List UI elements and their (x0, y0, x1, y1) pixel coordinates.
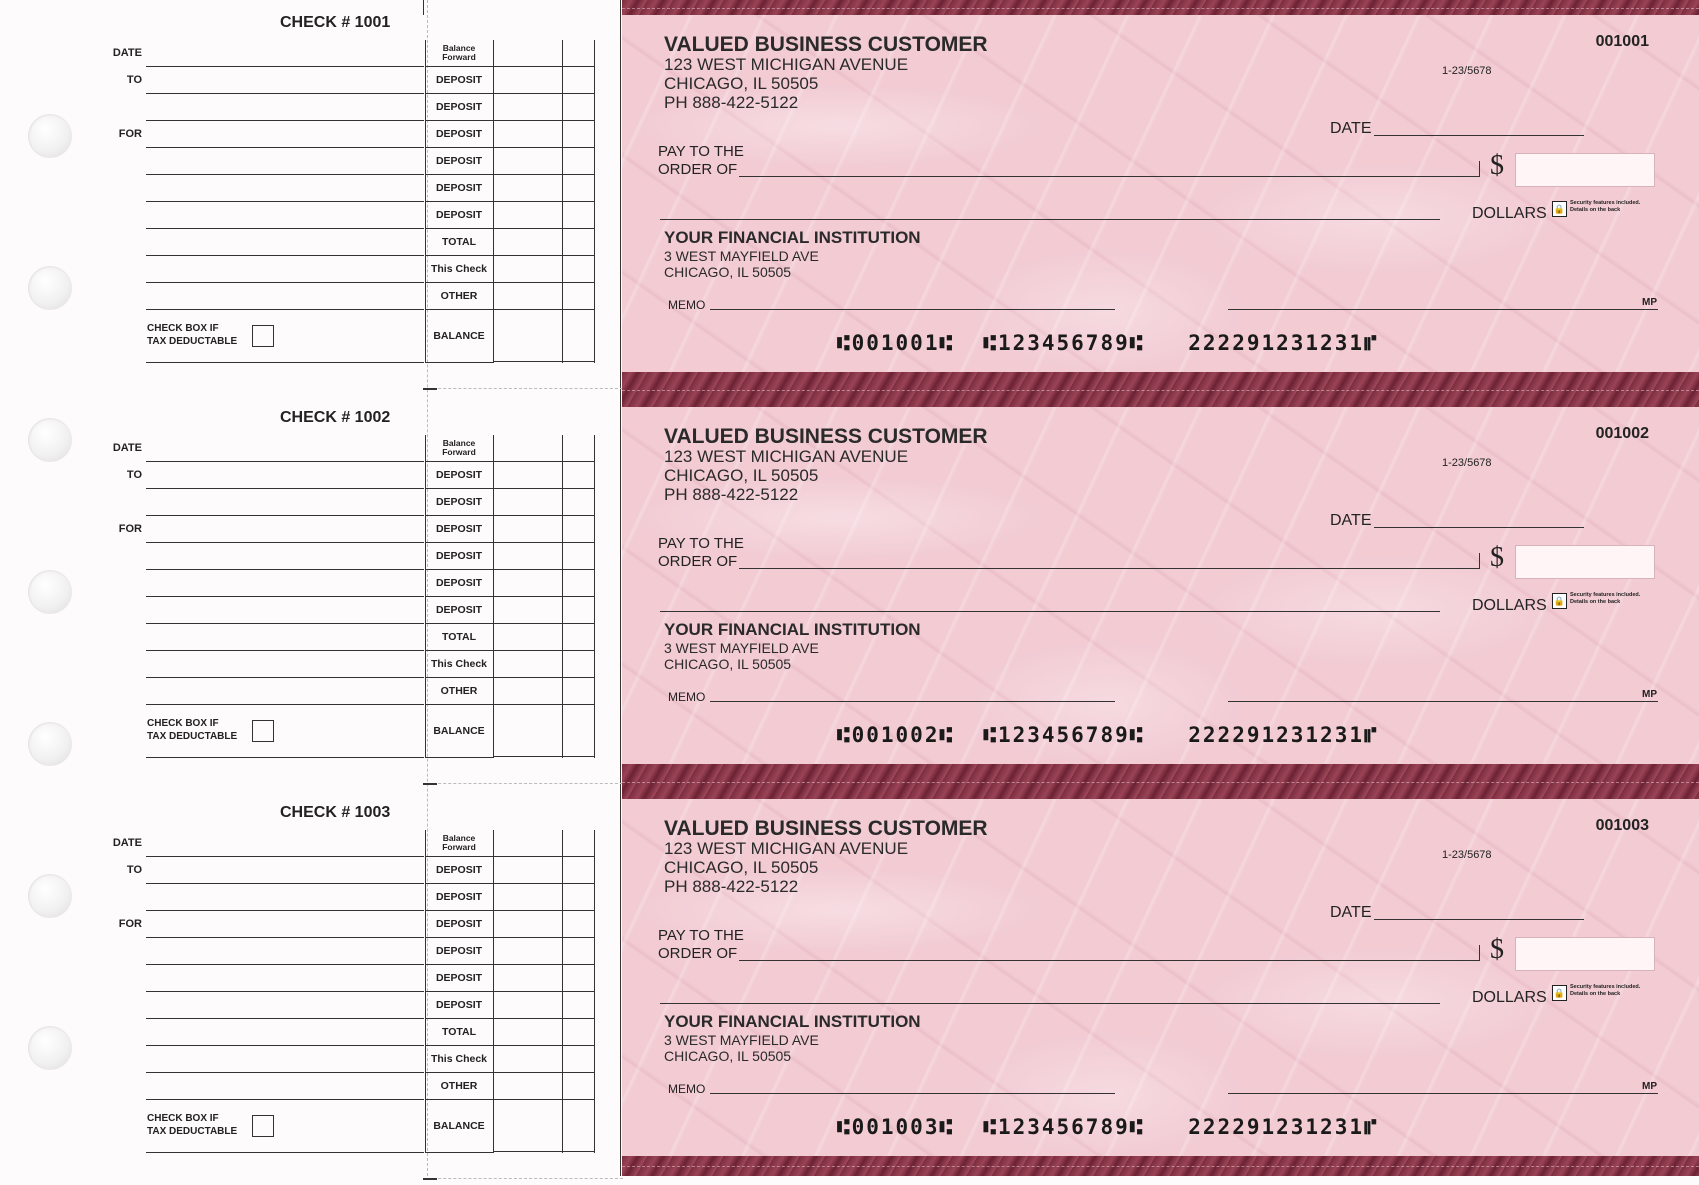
tax-deductible-checkbox[interactable] (252, 325, 274, 347)
register-col-line (594, 830, 595, 1153)
register-amount-cells[interactable] (493, 830, 594, 1153)
stub-line[interactable] (146, 992, 424, 1019)
date-label: DATE (112, 442, 142, 454)
stub-line[interactable] (146, 175, 424, 202)
tax-deductible-label (147, 1112, 237, 1138)
micr-line: ⑆001001⑆ ⑆123456789⑆ 222291231231⑈ (837, 331, 1379, 355)
to-label: TO (126, 469, 142, 481)
amount-box[interactable] (1515, 153, 1655, 187)
stub-line[interactable] (146, 256, 424, 283)
for-field[interactable] (146, 516, 424, 543)
register-amount-cells[interactable] (493, 40, 594, 363)
check-perforation (620, 0, 621, 1176)
customer-name: VALUED BUSINESS CUSTOMER (664, 33, 988, 56)
to-label: TO (126, 74, 142, 86)
deposit-cell: DEPOSIT (425, 516, 493, 543)
customer-phone: PH 888-422-5122 (664, 485, 799, 504)
balance-cell: BALANCE (425, 310, 493, 363)
perforation-line (622, 782, 1699, 783)
register-col-line (594, 40, 595, 363)
to-field[interactable] (146, 462, 424, 489)
date-label: DATE (1330, 904, 1372, 921)
perforation-line (622, 1166, 1699, 1167)
tax-line1: CHECK BOX IF (147, 323, 219, 334)
pay-line1: PAY TO THE (658, 143, 744, 160)
total-cell: TOTAL (425, 1019, 493, 1046)
stub-line[interactable] (146, 570, 424, 597)
date-label: DATE (112, 837, 142, 849)
other-cell: OTHER (425, 283, 493, 310)
stub-cut-mark (423, 388, 437, 390)
payee-end-tick (1479, 161, 1480, 177)
deposit-cell: DEPOSIT (425, 884, 493, 911)
security-note: Security features included. Details on the back (1570, 984, 1641, 997)
stub-line[interactable] (146, 283, 424, 310)
payee-field[interactable] (739, 176, 1479, 177)
dollars-label: DOLLARS (1472, 205, 1547, 222)
bank-name: YOUR FINANCIAL INSTITUTION (664, 1012, 921, 1031)
for-label: FOR (118, 128, 142, 140)
fraction-code: 1-23/5678 (1442, 457, 1492, 469)
stub-cut-line (423, 388, 623, 389)
deposit-cell: DEPOSIT (425, 94, 493, 121)
stub-line[interactable] (146, 94, 424, 121)
deposit-cell: DEPOSIT (425, 202, 493, 229)
tax-line2: TAX DEDUCTABLE (147, 731, 238, 742)
stub-line[interactable] (146, 543, 424, 570)
deposit-cell: DEPOSIT (425, 911, 493, 938)
memo-label: MEMO (668, 298, 706, 312)
balance-forward-cell (425, 830, 493, 857)
for-label: FOR (118, 523, 142, 535)
pay-line2: ORDER OF (658, 553, 738, 570)
tax-deductible-label (147, 322, 237, 348)
customer-name: VALUED BUSINESS CUSTOMER (664, 425, 988, 448)
check-stub (0, 395, 620, 790)
stub-line[interactable] (146, 965, 424, 992)
perforation-line (622, 390, 1699, 391)
amount-words-field[interactable] (660, 1003, 1440, 1004)
memo-field[interactable] (710, 1093, 1115, 1094)
payee-field[interactable] (739, 568, 1479, 569)
padlock-icon: 🔒 (1552, 985, 1567, 1001)
for-label: FOR (118, 918, 142, 930)
deposit-cell: DEPOSIT (425, 992, 493, 1019)
this-check-cell: This Check (425, 256, 493, 283)
dollars-label: DOLLARS (1472, 989, 1547, 1006)
tax-line2: TAX DEDUCTABLE (147, 336, 238, 347)
for-field[interactable] (146, 911, 424, 938)
memo-field[interactable] (710, 701, 1115, 702)
padlock-icon: 🔒 (1552, 201, 1567, 217)
deposit-cell: DEPOSIT (425, 175, 493, 202)
deposit-cell: DEPOSIT (425, 121, 493, 148)
check-face (622, 407, 1699, 777)
dollars-label: DOLLARS (1472, 597, 1547, 614)
pay-to-label (658, 143, 744, 179)
check-number: 001001 (1595, 33, 1649, 50)
pay-to-label (658, 535, 744, 571)
balance-forward-cell (425, 435, 493, 462)
customer-address-2: CHICAGO, IL 50505 (664, 74, 819, 93)
amount-box[interactable] (1515, 545, 1655, 579)
payee-field[interactable] (739, 960, 1479, 961)
fraction-code: 1-23/5678 (1442, 65, 1492, 77)
date-field[interactable] (1374, 527, 1584, 528)
pay-line2: ORDER OF (658, 161, 738, 178)
customer-address-1: 123 WEST MICHIGAN AVENUE (664, 447, 909, 466)
register-col-line (425, 40, 426, 363)
stub-line[interactable] (146, 678, 424, 705)
bank-address-1: 3 WEST MAYFIELD AVE (664, 640, 819, 656)
deposit-cell: DEPOSIT (425, 489, 493, 516)
bank-name: YOUR FINANCIAL INSTITUTION (664, 620, 921, 639)
stub-line[interactable] (146, 1019, 424, 1046)
security-note: Security features included. Details on the back (1570, 200, 1641, 213)
check-face (622, 15, 1699, 385)
tax-line1: CHECK BOX IF (147, 1113, 219, 1124)
signature-field[interactable] (1228, 701, 1658, 702)
stub-line[interactable] (146, 1046, 424, 1073)
micr-line: ⑆001002⑆ ⑆123456789⑆ 222291231231⑈ (837, 723, 1379, 747)
check-number: 001003 (1595, 817, 1649, 834)
stub-cut-mark (423, 1178, 437, 1180)
customer-address-2: CHICAGO, IL 50505 (664, 858, 819, 877)
bf-line1: Balance (442, 43, 476, 53)
total-cell: TOTAL (425, 624, 493, 651)
date-field[interactable] (146, 40, 424, 67)
date-field[interactable] (146, 830, 424, 857)
date-label: DATE (1330, 120, 1372, 137)
this-check-cell: This Check (425, 1046, 493, 1073)
stub-title: CHECK # 1001 (280, 14, 391, 31)
stub-line[interactable] (146, 938, 424, 965)
deposit-cell: DEPOSIT (425, 462, 493, 489)
stub-line[interactable] (146, 597, 424, 624)
dollar-sign: $ (1490, 150, 1504, 181)
signature-field[interactable] (1228, 309, 1658, 310)
stub-cut-mark (423, 783, 437, 785)
for-field[interactable] (146, 121, 424, 148)
register-amount-cells[interactable] (493, 435, 594, 758)
customer-address-2: CHICAGO, IL 50505 (664, 466, 819, 485)
to-field[interactable] (146, 67, 424, 94)
check-face (622, 799, 1699, 1169)
bank-address-2: CHICAGO, IL 50505 (664, 264, 792, 280)
check-band (622, 0, 1699, 15)
check-number: 001002 (1595, 425, 1649, 442)
mp-label: MP (1642, 689, 1657, 700)
stub-cut-line (423, 1178, 623, 1179)
stub-line[interactable] (146, 884, 424, 911)
balance-cell: BALANCE (425, 705, 493, 758)
balance-forward-cell (425, 40, 493, 67)
bf-line2: Forward (442, 447, 476, 457)
memo-label: MEMO (668, 690, 706, 704)
total-cell: TOTAL (425, 229, 493, 256)
stub-title: CHECK # 1002 (280, 409, 391, 426)
tax-deductible-checkbox[interactable] (252, 1115, 274, 1137)
deposit-cell: DEPOSIT (425, 148, 493, 175)
amount-box[interactable] (1515, 937, 1655, 971)
check-stub (0, 0, 620, 395)
customer-phone: PH 888-422-5122 (664, 93, 799, 112)
amount-words-field[interactable] (660, 611, 1440, 612)
date-field[interactable] (146, 435, 424, 462)
deposit-cell: DEPOSIT (425, 965, 493, 992)
mp-label: MP (1642, 1081, 1657, 1092)
to-field[interactable] (146, 857, 424, 884)
bank-address-2: CHICAGO, IL 50505 (664, 656, 792, 672)
micr-line: ⑆001003⑆ ⑆123456789⑆ 222291231231⑈ (837, 1115, 1379, 1139)
customer-name: VALUED BUSINESS CUSTOMER (664, 817, 988, 840)
stub-title: CHECK # 1003 (280, 804, 391, 821)
pay-line2: ORDER OF (658, 945, 738, 962)
check-band (622, 764, 1699, 799)
payee-end-tick (1479, 553, 1480, 569)
bank-name: YOUR FINANCIAL INSTITUTION (664, 228, 921, 247)
stub-line[interactable] (146, 624, 424, 651)
stub-line[interactable] (146, 489, 424, 516)
tax-line2: TAX DEDUCTABLE (147, 1126, 238, 1137)
date-field[interactable] (1374, 135, 1584, 136)
mp-label: MP (1642, 297, 1657, 308)
date-field[interactable] (1374, 919, 1584, 920)
bf-line1: Balance (442, 833, 476, 843)
stub-line[interactable] (146, 148, 424, 175)
register-col-line (425, 435, 426, 758)
stub-line[interactable] (146, 651, 424, 678)
pay-line1: PAY TO THE (658, 535, 744, 552)
check-band (622, 1156, 1699, 1176)
signature-field[interactable] (1228, 1093, 1658, 1094)
padlock-icon: 🔒 (1552, 593, 1567, 609)
security-note: Security features included. Details on the back (1570, 592, 1641, 605)
stub-line[interactable] (146, 202, 424, 229)
memo-label: MEMO (668, 1082, 706, 1096)
tax-deductible-label (147, 717, 237, 743)
customer-address-1: 123 WEST MICHIGAN AVENUE (664, 55, 909, 74)
pay-to-label (658, 927, 744, 963)
memo-field[interactable] (710, 309, 1115, 310)
balance-cell: BALANCE (425, 1100, 493, 1153)
deposit-cell: DEPOSIT (425, 570, 493, 597)
stub-cut-line (423, 783, 623, 784)
date-label: DATE (112, 47, 142, 59)
amount-words-field[interactable] (660, 219, 1440, 220)
deposit-cell: DEPOSIT (425, 543, 493, 570)
register-col-line (425, 830, 426, 1153)
deposit-cell: DEPOSIT (425, 938, 493, 965)
pay-line1: PAY TO THE (658, 927, 744, 944)
bank-address-1: 3 WEST MAYFIELD AVE (664, 1032, 819, 1048)
customer-address-1: 123 WEST MICHIGAN AVENUE (664, 839, 909, 858)
deposit-cell: DEPOSIT (425, 67, 493, 94)
check-stub (0, 790, 620, 1185)
stub-line[interactable] (146, 1073, 424, 1100)
check-band (622, 372, 1699, 407)
deposit-cell: DEPOSIT (425, 857, 493, 884)
date-label: DATE (1330, 512, 1372, 529)
dollar-sign: $ (1490, 542, 1504, 573)
deposit-cell: DEPOSIT (425, 597, 493, 624)
dollar-sign: $ (1490, 934, 1504, 965)
payee-end-tick (1479, 945, 1480, 961)
tax-line1: CHECK BOX IF (147, 718, 219, 729)
register-col-line (594, 435, 595, 758)
other-cell: OTHER (425, 678, 493, 705)
other-cell: OTHER (425, 1073, 493, 1100)
fraction-code: 1-23/5678 (1442, 849, 1492, 861)
bf-line2: Forward (442, 842, 476, 852)
to-label: TO (126, 864, 142, 876)
bank-address-1: 3 WEST MAYFIELD AVE (664, 248, 819, 264)
bank-address-2: CHICAGO, IL 50505 (664, 1048, 792, 1064)
perforation-line (622, 8, 1699, 9)
customer-phone: PH 888-422-5122 (664, 877, 799, 896)
this-check-cell: This Check (425, 651, 493, 678)
tax-deductible-checkbox[interactable] (252, 720, 274, 742)
stub-line[interactable] (146, 229, 424, 256)
bf-line2: Forward (442, 52, 476, 62)
bf-line1: Balance (442, 438, 476, 448)
